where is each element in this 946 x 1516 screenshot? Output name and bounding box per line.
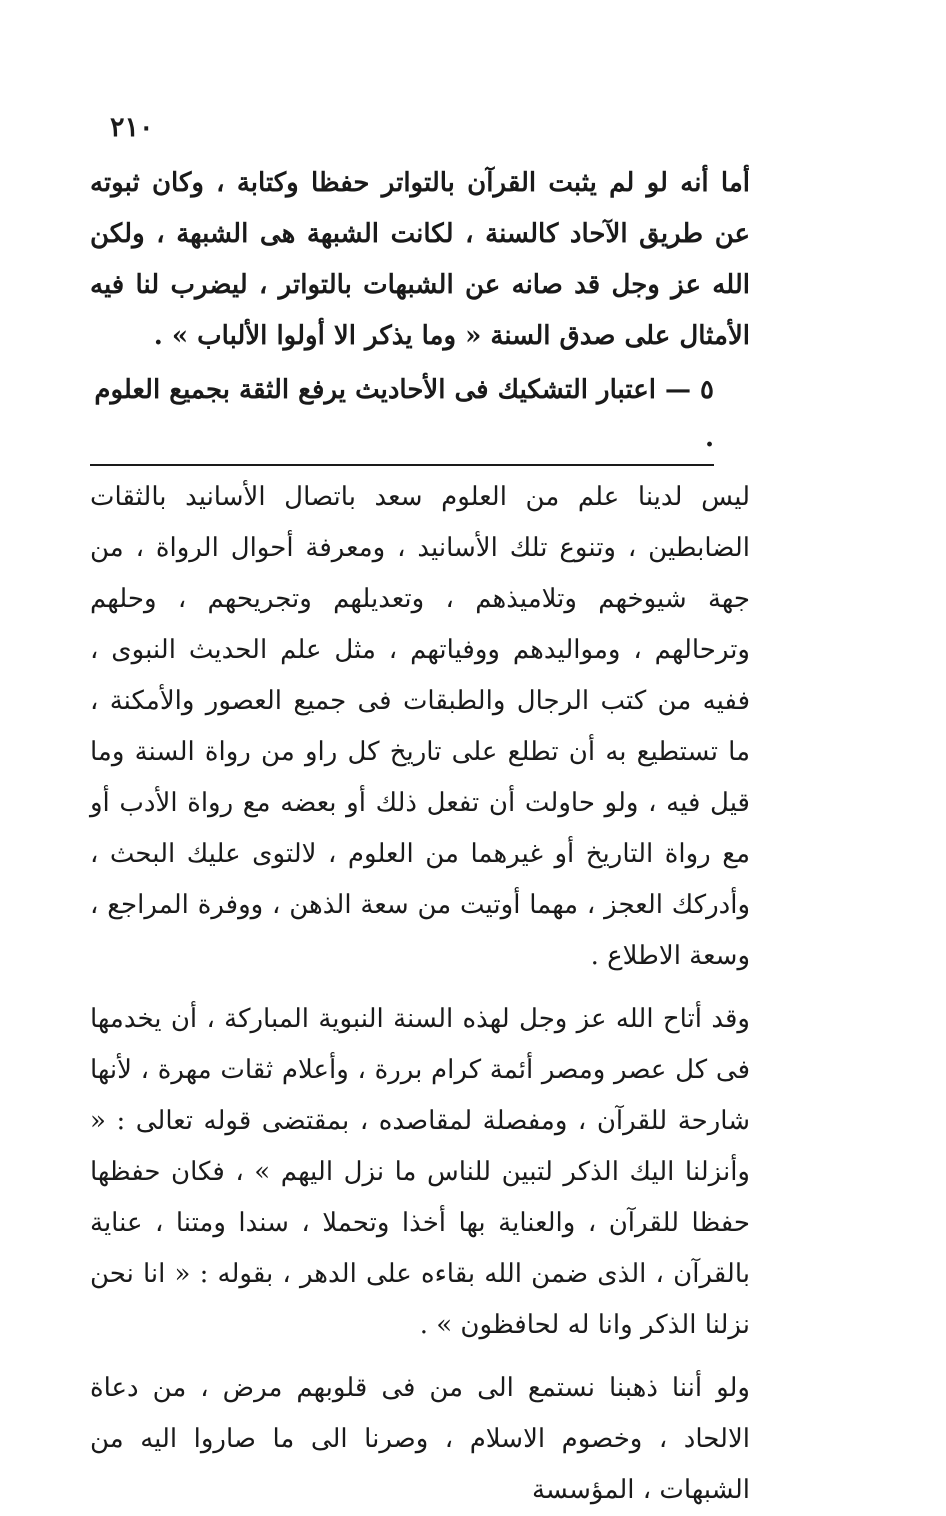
page-number: ٢١٠	[110, 112, 154, 143]
paragraph-quran-tawatur: أما أنه لو لم يثبت القرآن بالتواتر حفظا وكتابة ، وكان ثبوته عن طريق الآحاد كالسنة ، لكانت الشبهة هى الشبهة ، ولكن الله عز وجل قد صانه عن الشبهات بالتواتر ، ليضرب لنا فيه الأمثال على صدق السنة « وما يذكر الا أولوا الألباب » .	[90, 168, 750, 351]
section-heading	[90, 366, 750, 466]
book-page	[90, 108, 750, 1516]
paragraph-sunnah-service: وقد أتاح الله عز وجل لهذه السنة النبوية المباركة ، أن يخدمها فى كل عصر ومصر أئمة كرام بررة ، وأعلام ثقات مهرة ، لأنها شارحة للقرآن ، ومفصلة لمقاصده ، بمقتضى قوله تعالى : « وأنزلنا اليك الذكر لتبين للناس ما نزل اليهم » ، فكان حفظها حفظا للقرآن ، والعناية بها أخذا وتحملا ، سندا ومتنا ، عناية بالقرآن ، الذى ضمن الله بقاءه على الدهر ، بقوله : « انا نحن نزلنا الذكر وانا له لحافظون » .	[90, 1004, 750, 1340]
paragraph-hadith-sciences: ليس لدينا علم من العلوم سعد باتصال الأسانيد بالثقات الضابطين ، وتنوع تلك الأسانيد ، ومعرفة أحوال الرواة ، من جهة شيوخهم وتلاميذهم ، وتعديلهم وتجريحهم ، وحلهم وترحالهم ، ومواليدهم ووفياتهم ، مثل علم الحديث النبوى ، ففيه من كتب الرجال والطبقات فى جميع العصور والأمكنة ، ما تستطيع به أن تطلع على تاريخ كل راو من رواة السنة وما قيل فيه ، ولو حاولت أن تفعل ذلك أو بعضه مع رواة الأدب أو مع رواة التاريخ أو غيرهما من العلوم ، لالتوى عليك البحث ، وأدركك العجز ، مهما أوتيت من سعة الذهن ، ووفرة المراجع ، وسعة الاطلاع .	[90, 482, 750, 971]
paragraph-doubters: ولو أننا ذهبنا نستمع الى من فى قلوبهم مرض ، من دعاة الالحاد ، وخصوم الاسلام ، وصرنا الى ما صاروا اليه من الشبهات ، المؤسسة	[90, 1373, 750, 1505]
section-heading-text: ٥ — اعتبار التشكيك فى الأحاديث يرفع الثقة بجميع العلوم .	[90, 366, 714, 466]
